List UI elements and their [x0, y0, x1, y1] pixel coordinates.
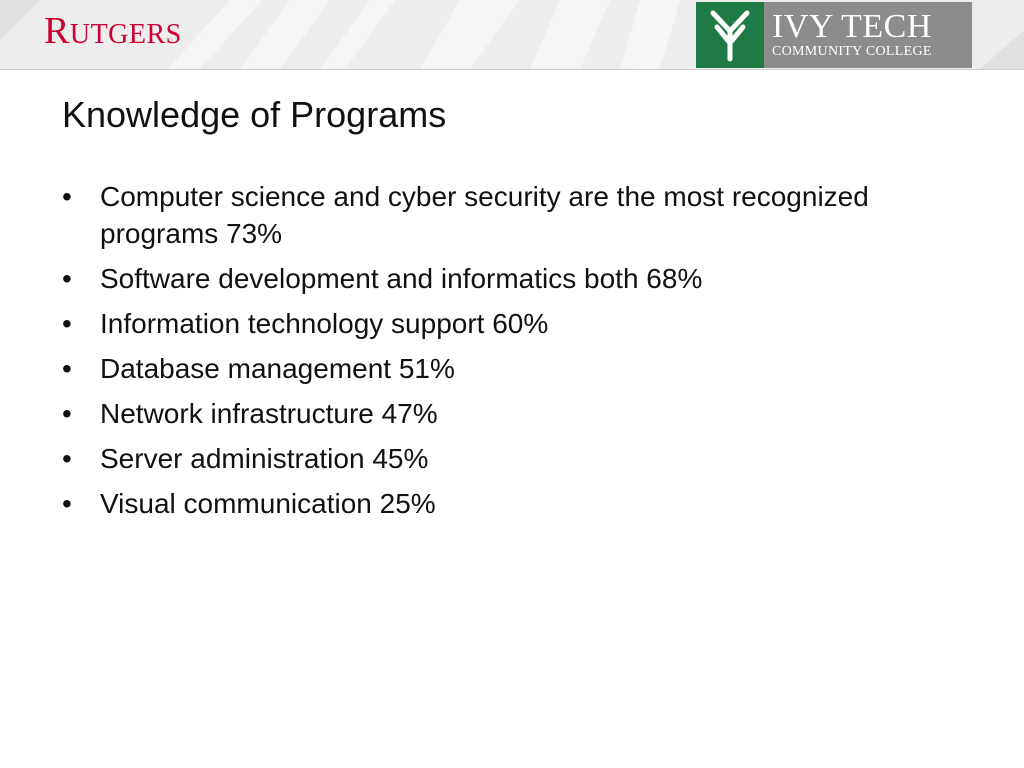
ivy-leaf-icon	[696, 2, 764, 68]
bullet-item	[62, 440, 982, 477]
bullet-item	[62, 305, 982, 342]
bullet-dot: •	[62, 308, 72, 339]
header-band	[0, 0, 1024, 70]
bullet-text: Database management 51%	[100, 353, 455, 384]
bullet-list	[62, 178, 982, 530]
rutgers-logo-initial: R	[44, 10, 70, 52]
bullet-dot: •	[62, 443, 72, 474]
bullet-item	[62, 395, 982, 432]
bullet-dot: •	[62, 263, 72, 294]
bullet-text: Server administration 45%	[100, 443, 429, 474]
ivy-tech-name: IVY TECH	[772, 8, 932, 45]
slide-title: Knowledge of Programs	[62, 94, 447, 135]
ivy-tech-logo	[696, 2, 972, 68]
ivy-tech-wordmark	[764, 2, 972, 68]
bullet-text: Computer science and cyber security are the most recognized programs 73%	[100, 181, 869, 249]
bullet-dot: •	[62, 398, 72, 429]
rutgers-logo	[44, 12, 182, 50]
bullet-dot: •	[62, 181, 72, 212]
bullet-dot: •	[62, 488, 72, 519]
bullet-item	[62, 178, 982, 252]
bullet-text: Visual communication 25%	[100, 488, 436, 519]
bullet-text: Network infrastructure 47%	[100, 398, 438, 429]
bullet-text: Information technology support 60%	[100, 308, 549, 339]
bullet-item	[62, 350, 982, 387]
ivy-tech-subtitle: COMMUNITY COLLEGE	[772, 44, 932, 59]
rutgers-logo-rest: UTGERS	[69, 19, 182, 50]
bullet-item	[62, 485, 982, 522]
bullet-text: Software development and informatics both 68%	[100, 263, 703, 294]
bullet-item	[62, 260, 982, 297]
bullet-dot: •	[62, 353, 72, 384]
